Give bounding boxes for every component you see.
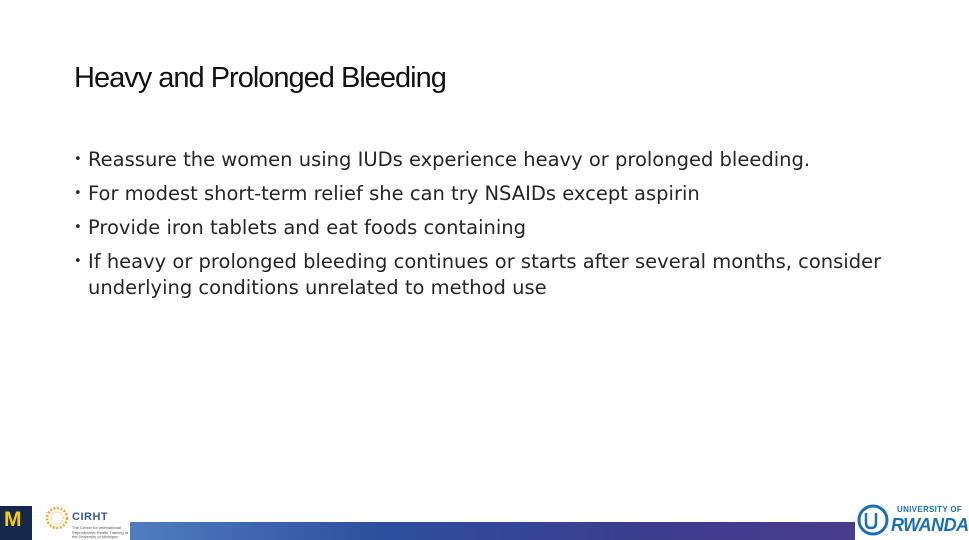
bullet-item [74,181,894,207]
bullet-item [74,215,894,241]
bullet-text: Reassure the women using IUDs experience heavy or prolonged bleeding. [88,148,811,171]
cirht-logo [44,505,132,540]
ur-circle-icon [857,504,889,536]
university-of-rwanda-logo [855,502,969,540]
ur-logo-top-text: UNIVERSITY OF [897,505,963,514]
bullet-dot-icon: • [74,152,82,167]
michigan-block-m-icon [0,506,32,540]
bullet-list [74,147,894,301]
bullet-item [74,249,894,301]
michigan-logo-letter: M [4,508,22,531]
bullet-dot-icon: • [74,220,82,235]
slide-title: Heavy and Prolonged Bleeding [74,62,446,94]
bullet-text: If heavy or prolonged bleeding continues or starts after several months, consider underlying conditions unrelated to method use [88,250,882,299]
cirht-logo-description: The Center for International Reproductive Health Training at the University of Michigan [72,525,129,539]
bullet-text: For modest short-term relief she can try NSAIDs except aspirin [88,182,700,205]
bullet-dot-icon: • [74,186,82,201]
cirht-ring-icon [44,505,70,531]
cirht-logo-name: CIRHT [72,511,109,523]
footer-bar [130,522,855,540]
bullet-dot-icon: • [74,254,82,269]
bullet-item [74,147,894,173]
bullet-text: Provide iron tablets and eat foods containing [88,216,527,239]
ur-logo-bottom-text: RWANDA [891,515,969,535]
